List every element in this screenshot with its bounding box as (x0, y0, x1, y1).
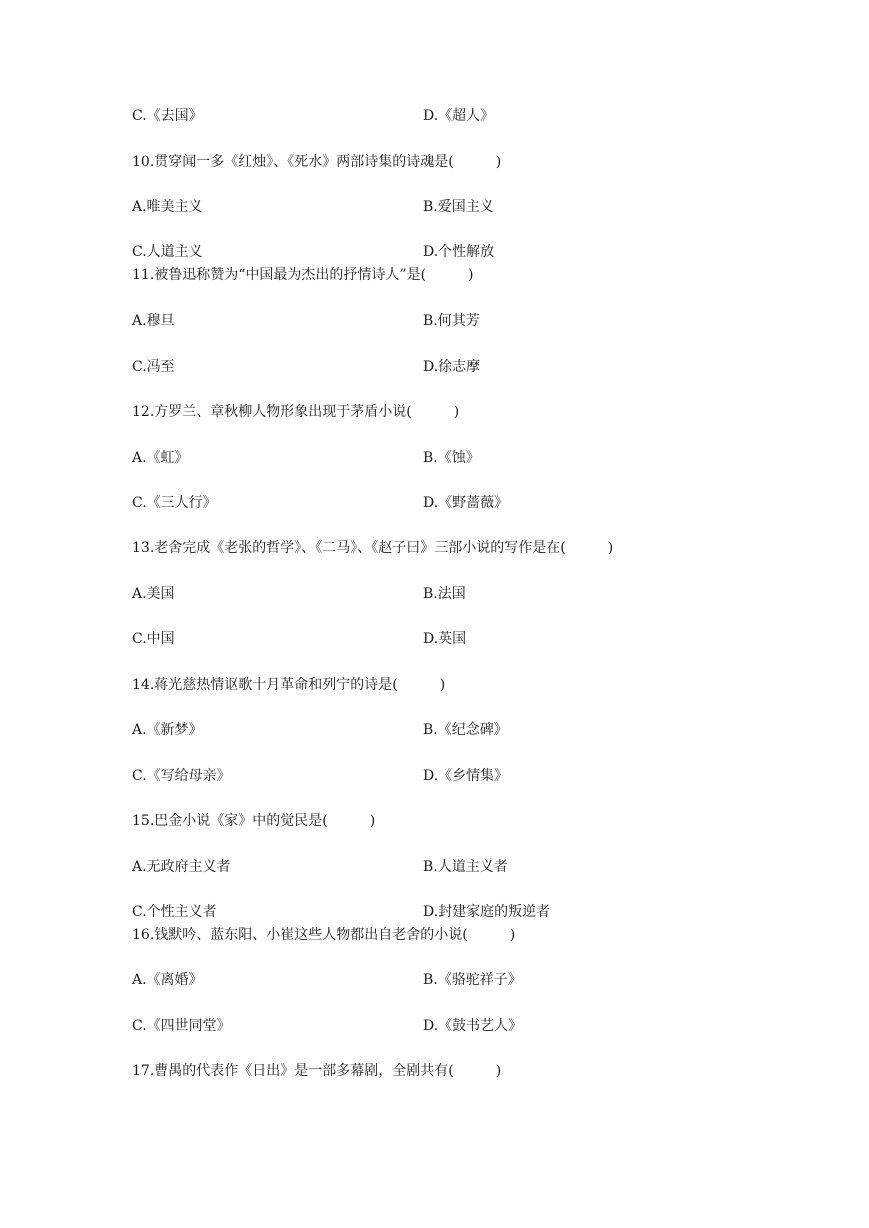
option-10-d: D.个性解放 (423, 244, 495, 260)
question-13-stem: 13.老舍完成《老张的哲学》、《二马》、《赵子曰》三部小说的写作是在( ) (132, 540, 614, 556)
option-13-a: A.美国 (132, 586, 175, 602)
option-9-c: C.《去国》 (132, 108, 203, 124)
option-16-d: D.《鼓书艺人》 (423, 1018, 523, 1034)
option-12-b: B.《蚀》 (423, 450, 480, 466)
question-15-stem: 15.巴金小说《家》中的觉民是( ) (132, 813, 376, 829)
option-16-a: A.《离婚》 (132, 972, 203, 988)
option-15-c: C.个性主义者 (132, 904, 217, 920)
option-14-a: A.《新梦》 (132, 722, 203, 738)
option-14-b: B.《纪念碑》 (423, 722, 508, 738)
question-11-stem: 11.被鲁迅称赞为“中国最为杰出的抒情诗人”是( ) (132, 267, 474, 283)
option-9-d: D.《超人》 (423, 108, 495, 124)
option-10-a: A.唯美主义 (132, 199, 203, 215)
option-14-d: D.《乡情集》 (423, 768, 509, 784)
option-10-b: B.爱国主义 (423, 199, 494, 215)
question-12-stem: 12.方罗兰、章秋柳人物形象出现于茅盾小说( ) (132, 404, 460, 420)
option-15-a: A.无政府主义者 (132, 859, 231, 875)
option-11-c: C.冯至 (132, 359, 175, 375)
option-12-a: A.《虹》 (132, 450, 189, 466)
option-15-b: B.人道主义者 (423, 859, 508, 875)
question-14-stem: 14.蒋光慈热情讴歌十月革命和列宁的诗是( ) (132, 677, 446, 693)
option-12-d: D.《野蔷薇》 (423, 495, 509, 511)
option-13-c: C.中国 (132, 631, 175, 647)
option-15-d: D.封建家庭的叛逆者 (423, 904, 551, 920)
option-13-b: B.法国 (423, 586, 466, 602)
question-17-stem: 17.曹禺的代表作《日出》是一部多幕剧，全剧共有( ) (132, 1063, 502, 1079)
question-16-stem: 16.钱默吟、蓝东阳、小崔这些人物都出自老舍的小说( ) (132, 927, 516, 943)
option-11-b: B.何其芳 (423, 313, 480, 329)
option-14-c: C.《写给母亲》 (132, 768, 231, 784)
option-11-a: A.穆旦 (132, 313, 175, 329)
option-16-b: B.《骆驼祥子》 (423, 972, 522, 988)
option-12-c: C.《三人行》 (132, 495, 217, 511)
option-10-c: C.人道主义 (132, 244, 203, 260)
option-16-c: C.《四世同堂》 (132, 1018, 231, 1034)
question-10-stem: 10.贯穿闻一多《红烛》、《死水》两部诗集的诗魂是( ) (132, 154, 502, 170)
option-13-d: D.英国 (423, 631, 467, 647)
option-11-d: D.徐志摩 (423, 359, 481, 375)
